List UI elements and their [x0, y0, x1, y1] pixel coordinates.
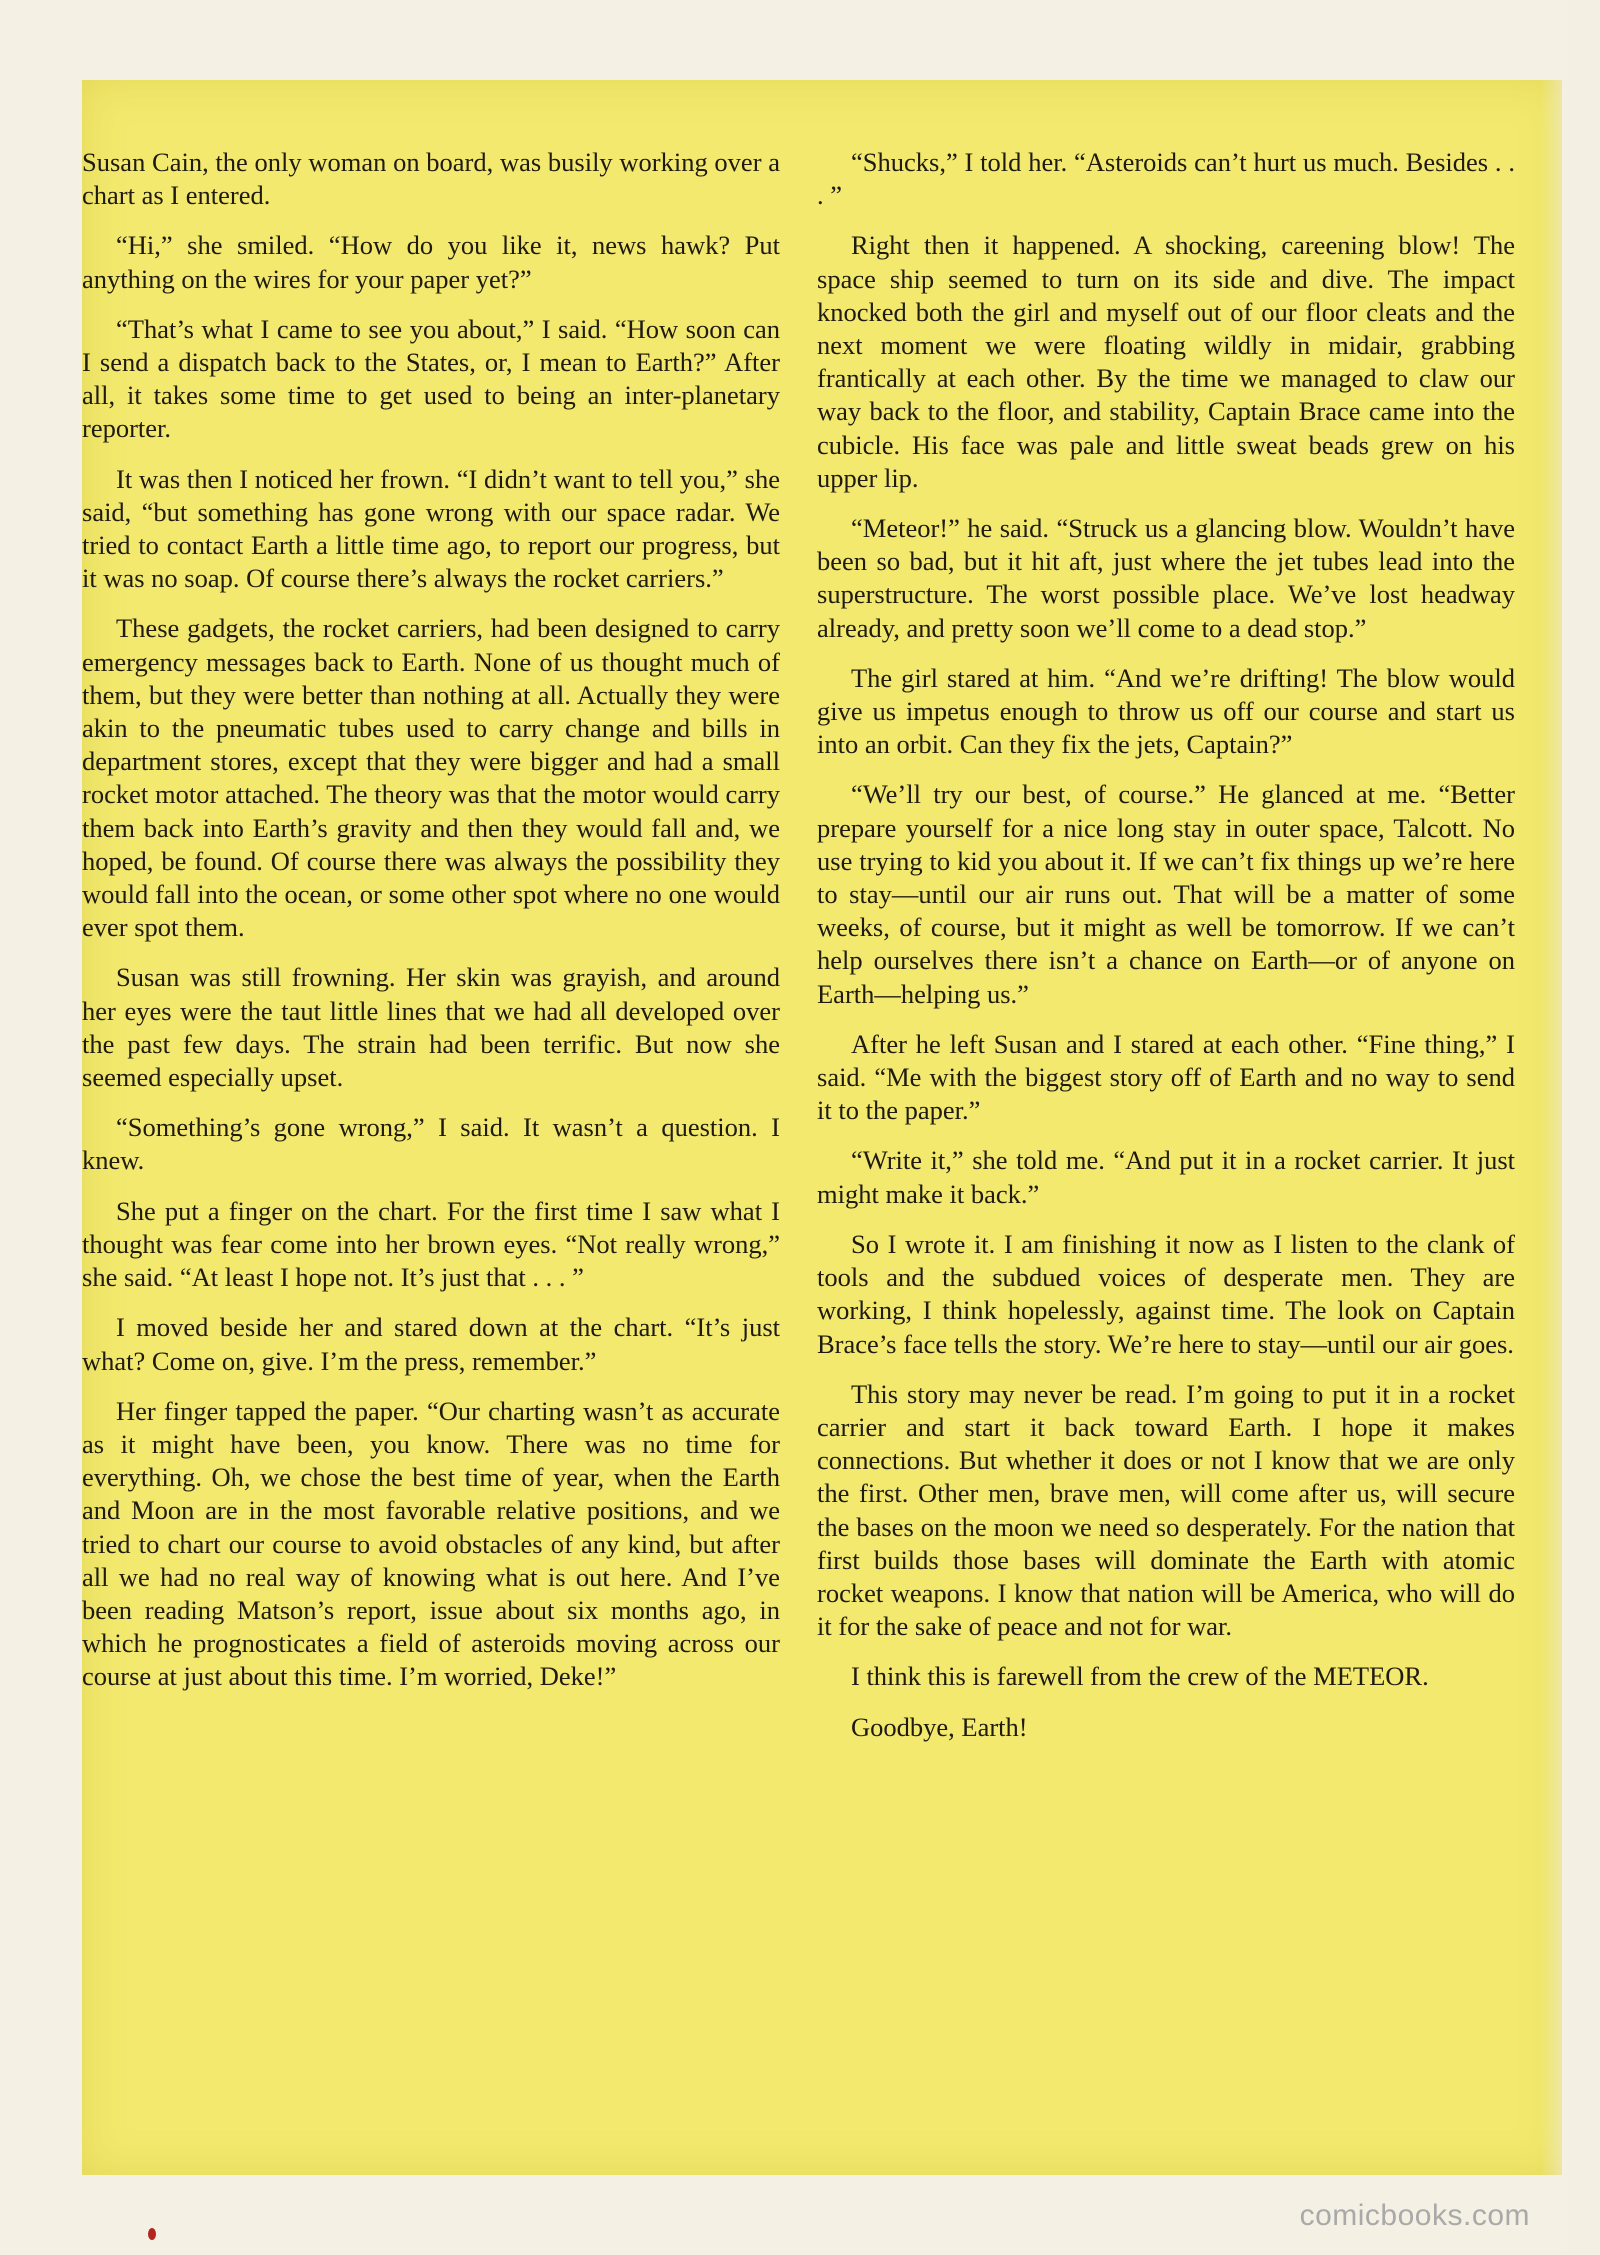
paragraph: Susan was still frowning. Her skin was grayish, and around her eyes were the taut little lines that we had all developed over the past few days. The strain had been terrific. But now she seemed especially upset.: [82, 962, 780, 1093]
paragraph: So I wrote it. I am finishing it now as I listen to the clank of tools and the subdued voices of desperate men. They are working, I think hopelessly, against time. The look on Captain Brace’s face tells the story. We’re here to stay—until our air goes.: [817, 1228, 1515, 1359]
paragraph: I think this is farewell from the crew of the METEOR.: [851, 1661, 1429, 1692]
paragraph: “Write it,” she told me. “And put it in a rocket carrier. It just might make it back.”: [817, 1145, 1515, 1209]
paragraph: Her finger tapped the paper. “Our charting wasn’t as accurate as it might have been, you know. There was no time for everything. Oh, we chose the best time of year, when the Earth and Moon are in the most favorable relative positions, and we tried to chart our course to avoid obstacles of any kind, but after all we had no real way of knowing what is out here. And I’ve been reading Matson’s report, issue about six months ago, in which he prognosticates a field of asteroids moving across our course at just about this time. I’m worried, Deke!”: [82, 1395, 780, 1692]
paragraph: “That’s what I came to see you about,” I said. “How soon can I send a dispatch back to the States, or, I mean to Earth?” After all, it takes some time to get used to being an inter-planetary reporter.: [82, 313, 780, 444]
page-edge: [1540, 0, 1600, 2255]
paragraph: Goodbye, Earth!: [851, 1711, 1028, 1742]
paragraph: Right then it happened. A shocking, careening blow! The space ship seemed to turn on its side and dive. The impact knocked both the girl and myself out of our floor cleats and the next moment we were floating wildly in midair, grabbing frantically at each other. By the time we managed to claw our way back to the floor, and stability, Captain Brace came into the cubicle. His face was pale and little sweat beads grew on his upper lip.: [817, 230, 1515, 493]
paragraph: She put a finger on the chart. For the first time I saw what I thought was fear come into her brown eyes. “Not really wrong,” she said. “At least I hope not. It’s just that . . . ”: [82, 1195, 780, 1293]
ink-speck: [148, 2228, 156, 2240]
paragraph: It was then I noticed her frown. “I didn’t want to tell you,” she said, “but something has gone wrong with our space radar. We tried to contact Earth a little time ago, to report our progress, but it was no soap. Of course there’s always the rocket carriers.”: [82, 463, 780, 594]
paragraph: Susan Cain, the only woman on board, was busily working over a chart as I entered.: [82, 147, 780, 211]
right-text-column: [817, 146, 1515, 1761]
watermark: comicbooks.com: [1299, 2199, 1530, 2232]
paragraph: “Meteor!” he said. “Struck us a glancing blow. Wouldn’t have been so bad, but it hit aft, just where the jet tubes lead into the superstructure. The worst possible place. We’ve lost headway already, and pretty soon we’ll come to a dead stop.”: [817, 513, 1515, 643]
paragraph: “We’ll try our best, of course.” He glanced at me. “Better prepare yourself for a nice long stay in outer space, Talcott. No use trying to kid you about it. If we can’t fix things up we’re here to stay—until our air runs out. That will be a matter of some weeks, of course, but it might as well be tomorrow. If we can’t help ourselves there isn’t a chance on Earth—or of anyone on Earth—helping us.”: [817, 779, 1515, 1009]
left-text-column: [82, 146, 780, 1711]
paragraph: The girl stared at him. “And we’re drifting! The blow would give us impetus enough to throw us off our course and start us into an orbit. Can they fix the jets, Captain?”: [817, 662, 1515, 760]
paragraph: “Something’s gone wrong,” I said. It wasn’t a question. I knew.: [82, 1112, 780, 1176]
paragraph: “Shucks,” I told her. “Asteroids can’t hurt us much. Besides . . . ”: [817, 147, 1515, 211]
paragraph: I moved beside her and stared down at the chart. “It’s just what? Come on, give. I’m the press, remember.”: [82, 1312, 780, 1376]
paragraph: After he left Susan and I stared at each other. “Fine thing,” I said. “Me with the biggest story off of Earth and no way to send it to the paper.”: [817, 1028, 1515, 1126]
paragraph: “Hi,” she smiled. “How do you like it, news hawk? Put anything on the wires for your paper yet?”: [82, 230, 780, 294]
paragraph: This story may never be read. I’m going to put it in a rocket carrier and start it back toward Earth. I hope it makes connections. But whether it does or not I know that we are only the first. Other men, brave men, will come after us, will secure the bases on the moon we need so desperately. For the nation that first builds those bases will dominate the Earth with atomic rocket weapons. I know that nation will be America, who will do it for the sake of peace and not for war.: [817, 1378, 1515, 1642]
paragraph: These gadgets, the rocket carriers, had been designed to carry emergency messages back to Earth. None of us thought much of them, but they were better than nothing at all. Actually they were akin to the pneumatic tubes used to carry change and bills in department stores, except that they were bigger and had a small rocket motor attached. The theory was that the motor would carry them back into Earth’s gravity and then they would fall and, we hoped, be found. Of course there was always the possibility they would fall into the ocean, or some other spot where no one would ever spot them.: [82, 613, 780, 943]
